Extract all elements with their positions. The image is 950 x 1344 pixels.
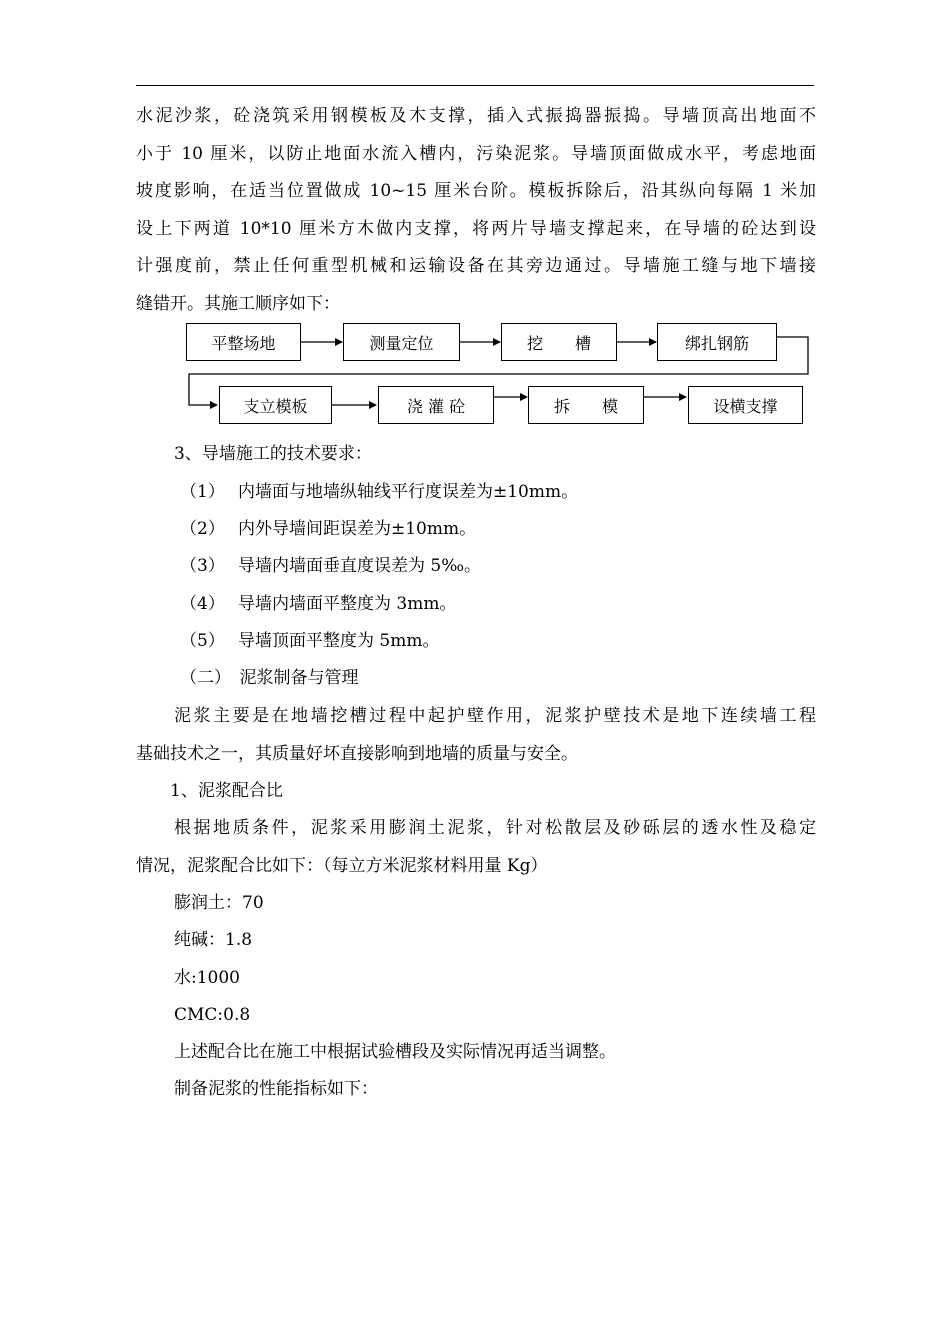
flow-step-5: 支立模板 [219,386,332,424]
item-number: （1） [180,482,225,502]
flow-step-1: 平整场地 [186,323,301,361]
tech-item [180,586,456,624]
tech-heading: 3、导墙施工的技术要求： [174,444,372,464]
tech-item [180,511,476,549]
performance-heading: 制备泥浆的性能指标如下： [174,1079,378,1099]
text-line: 小于 10 厘米，以防止地面水流入槽内，污染泥浆。导墙顶面做成水平，考虑地面 [136,143,816,164]
item-text: 导墙内墙面垂直度误差为 5‰。 [238,556,482,576]
mix-item: 纯碱：1.8 [174,930,253,950]
tech-item [180,548,481,586]
text-line: 缝错开。其施工顺序如下： [136,293,340,314]
item-number: （5） [180,631,225,651]
text-line: 水泥沙浆，砼浇筑采用钢模板及木支撑，插入式振捣器振捣。导墙顶高出地面不 [136,106,816,126]
construction-flowchart [0,0,950,440]
mix-intro-paragraph [136,810,816,885]
item-text: 内外导墙间距误差为±10mm。 [238,519,477,539]
flow-step-7: 拆 模 [528,386,644,424]
item-text: 导墙内墙面平整度为 3mm。 [238,594,457,614]
item-number: （2） [180,519,225,539]
mix-item: CMC:0.8 [174,1005,251,1025]
tech-item [180,623,439,661]
text-line: 坡度影响，在适当位置做成 10~15 厘米台阶。模板拆除后，沿其纵向每隔 1 米加 [136,181,817,201]
flow-step-3: 挖 槽 [501,323,617,361]
mix-item: 水:1000 [174,968,240,988]
text-line: 根据地质条件，泥浆采用膨润土泥浆，针对松散层及砂砾层的透水性及稳定 [174,818,816,838]
item-number: （4） [180,594,225,614]
item-text: 内墙面与地墙纵轴线平行度误差为±10mm。 [238,482,579,502]
slurry-intro-paragraph [136,698,816,773]
mix-heading: 1、泥浆配合比 [170,781,283,801]
item-number: （3） [180,556,225,576]
flow-step-6: 浇 灌 砼 [378,386,494,424]
tech-item [180,474,578,512]
text-line: 情况，泥浆配合比如下：（每立方米泥浆材料用量 Kg） [136,855,548,876]
flowchart-connectors [0,0,950,440]
item-text: 导墙顶面平整度为 5mm。 [238,631,440,651]
flow-step-2: 测量定位 [343,323,460,361]
mix-item: 膨润土：70 [174,893,264,913]
text-line: 泥浆主要是在地墙挖槽过程中起护壁作用，泥浆护壁技术是地下连续墙工程 [174,706,816,726]
section-heading: （二） 泥浆制备与管理 [180,668,359,688]
text-line: 计强度前，禁止任何重型机械和运输设备在其旁边通过。导墙施工缝与地下墙接 [136,256,816,276]
mix-note: 上述配合比在施工中根据试验槽段及实际情况再适当调整。 [174,1042,616,1062]
text-line: 基础技术之一，其质量好坏直接影响到地墙的质量与安全。 [136,743,578,764]
text-line: 设上下两道 10*10 厘米方木做内支撑，将两片导墙支撑起来，在导墙的砼达到设 [136,218,816,239]
flow-step-8: 设横支撑 [688,386,803,424]
flow-step-4: 绑扎钢筋 [657,323,777,361]
